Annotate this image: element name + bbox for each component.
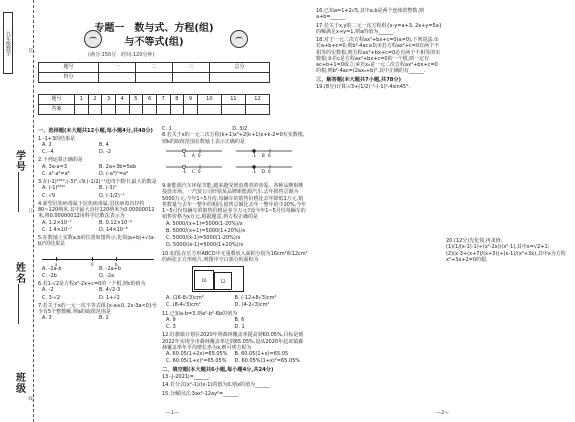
q5-number-line: a 0 b: [42, 250, 154, 260]
page-1: [38, 8, 310, 418]
q8-endpoint: [183, 149, 186, 152]
score-cell[interactable]: [209, 73, 269, 83]
student-id-line: [18, 172, 19, 212]
q10-rectangle-figure: [192, 266, 244, 292]
q8-tick-label: 0: [198, 152, 201, 158]
q7b-option-0[interactable]: C. 1: [162, 126, 172, 132]
answer-cell[interactable]: [115, 105, 129, 115]
q6-option-2[interactable]: C. 3-√2: [42, 294, 61, 301]
score-row-label: 得分: [39, 73, 99, 83]
q12-option-2[interactable]: C. 60.05(1+x)²=65.05%: [166, 358, 227, 365]
answer-cell[interactable]: [221, 105, 245, 115]
answer-cell[interactable]: [170, 105, 184, 115]
cut-mark-1: 装: [27, 48, 33, 53]
q6-option-3[interactable]: D. 1+√2: [99, 294, 120, 301]
question-11: 11.已知a-b=3,则a²-b²-6b的值为 A. 9 B. 6 C. 3 D. 1: [162, 311, 308, 331]
answer-head-cell: 5: [129, 95, 143, 105]
question-8: 8.若关于x的一元二次方程(k+1)x²+2(k+1)x+k-2=0有实数根,则k的取值范围在数轴上表示正确的是 -1 0 A -1 0 B -1 0 C -1 0 D: [162, 132, 308, 181]
q12-option-3[interactable]: D. 60.05%(1+x)²=65.05%: [234, 358, 301, 365]
q9-option-1[interactable]: B. 5000/(x+1)=5000(1+20%)/x: [166, 227, 246, 234]
q8-number-lines: [162, 145, 302, 179]
section-1-heading: 一、选择题(本大题共12小题,每小题4分,共48分): [38, 128, 153, 134]
q3-option-0[interactable]: A. (-1)²⁰²⁰: [42, 185, 66, 192]
score-table: [38, 62, 270, 83]
page-title: [74, 22, 234, 49]
answer-head-cell: 2: [88, 95, 102, 105]
answer-head-cell: 6: [143, 95, 157, 105]
answer-cell[interactable]: [184, 105, 198, 115]
section-3-heading: 三、解答题(本大题共7小题,共78分): [316, 76, 401, 83]
cut-mark-2: 订: [27, 208, 33, 213]
question-20-part-1: (1)(1/(x-1)-1)÷(x²-2x)/(x²-1),其中x=√2+1;: [446, 244, 550, 251]
question-14[interactable]: 14.若分式(x²-1)/(x-1)的值为0,则x的值为______.: [162, 382, 272, 389]
question-1: 1.-1+3的结果是 A. 2 B. 4 C. -4 D. -2: [38, 136, 158, 156]
question-19[interactable]: 19.(8分)计算:√3+(1/2)⁻¹-(-1)⁰-4sin45°.: [316, 84, 411, 90]
score-cell[interactable]: [172, 73, 209, 83]
q9-option-0[interactable]: A. 5000/(x+1)=5000(1-20%)/x: [166, 220, 243, 227]
q7b-option-1[interactable]: D. 3/2: [232, 126, 248, 132]
score-head: 三: [172, 63, 209, 73]
q4-option-3[interactable]: D. 14×10⁻⁸: [99, 226, 128, 233]
student-id-label: 学号: [13, 150, 25, 172]
question-20[interactable]: 20.(12分)先化简,再求值: (1)(1/(x-1)-1)÷(x²-2x)/(x²-1),其中x=√2+1; (2)(x-3+(x+7)/(x+3))÷(x-1)/(x²+3x),其中x为方程x²+3x+2=0的根.: [446, 238, 570, 263]
score-cell[interactable]: [136, 73, 173, 83]
score-head: 总分: [209, 63, 269, 73]
question-9: 9.新能源汽车环保节能,越来越受到消费者的喜爱。各种品牌相继投放市场。一汽贸公司经销某品牌新能源汽车,去年销售总额为5000万元,今年1~5月份,每辆车的销售价格比去年降低1万元,销售数量与去年一整年的相同,销售总额比去年一整年的少20%,今年1~5月份每辆车的销售价格是多少万元?设今年1~5月份每辆车的销售价格为x万元,根据题意,列方程正确的是 A. 5000/(x+1)=5000(1-20%)/x B. 5000/(x+1)=5000(1+20%)/x C. 5000/(x-1)=5000(1-20%)/x D. 5000/(x-1)=5000(1+20%)/x: [162, 183, 307, 249]
question-17[interactable]: 17.若关于x,y的二元一次方程组{x-y=a+3, 2x+y=5a}的解满足x+y=1,则a的值为______.: [316, 22, 442, 35]
score-cell[interactable]: [99, 73, 136, 83]
question-6: 6.若1-√2是方程x²-2x+c=0的一个根,则c的值为 A. -2 B. 4√2-3 C. 3-√2 D. 1+√2: [38, 281, 158, 301]
answer-head-cell: 1: [74, 95, 88, 105]
q10-option-0[interactable]: A. (16-8√3)cm²: [166, 295, 204, 301]
question-3: 3.在(-1)²⁰²⁰,(-3)⁰,√9,(-1/2)⁻¹这四个数中,最大的数是 A. (-1)²⁰²⁰ B. (-3)⁰ C. √9 D. (-1/2)⁻¹: [38, 179, 157, 199]
q8-tick-label: -1: [182, 168, 186, 174]
q1-option-3[interactable]: D. -2: [99, 149, 112, 155]
answer-head-cell: 3: [102, 95, 116, 105]
answer-cell[interactable]: [197, 105, 221, 115]
q5-option-2[interactable]: C. -2b: [42, 272, 57, 279]
answer-cell[interactable]: [245, 105, 269, 115]
question-4: 4.新型冠状病毒属于冠状病毒属,冠状病毒直径约80~120纳米,其中最大直径120纳米为0.00000012米,将0.00000012用科学记数法表示为 A. 1.2×10⁻⁷ B. 0.12×10⁻⁶ C. 1.4×10⁻⁷ D. 14×10⁻⁸: [38, 200, 155, 233]
answer-head-cell: 10: [197, 95, 221, 105]
title-line-2: 与不等式(组): [124, 36, 184, 48]
question-7: 7.若关于x的一元一次不等式组{x-a≥0, 2x-3a<0}至少有5个整数解,则a的取值范围是 A. 3 B. 2: [38, 302, 158, 322]
question-10: 10.如图,在长方形ABCD中无重叠放入面积分别为16cm²和12cm²的两张正方形纸片,则图中空白部分的面积为 16 12 A. (16-8√3)cm² B. (-12+8√3)cm² C. (8-4√3)cm² D. (4-2√3)cm²: [162, 250, 308, 309]
cut-mark-3: 线: [27, 396, 33, 401]
q8-option-label-B: B: [262, 152, 265, 158]
score-head: 二: [136, 63, 173, 73]
q8-tick-label: -1: [252, 168, 256, 174]
answer-head-cell: 4: [115, 95, 129, 105]
q2-option-3[interactable]: D. (-a³)²=a⁶: [99, 170, 129, 177]
q8-tick-label: -1: [252, 152, 256, 158]
q12-option-1[interactable]: B. 60.05(1+x)=65.05: [234, 351, 289, 357]
name-line: [18, 284, 19, 324]
q4-option-1[interactable]: B. 0.12×10⁻⁶: [99, 219, 132, 226]
page-2: [316, 8, 570, 418]
answer-head-cell: 11: [221, 95, 245, 105]
q11-option-2[interactable]: C. 3: [166, 324, 176, 330]
answer-cell[interactable]: [102, 105, 116, 115]
q2-option-2[interactable]: C. a²·a³=a⁶: [42, 170, 70, 177]
q5-option-0[interactable]: A. -2a-b: [42, 265, 62, 272]
q2-option-1[interactable]: B. 2a+3b=5ab: [99, 163, 137, 170]
answer-cell[interactable]: [156, 105, 170, 115]
q3-option-2[interactable]: C. √9: [42, 192, 56, 199]
score-head: 一: [99, 63, 136, 73]
answer-head-cell: 题号: [39, 95, 75, 105]
answer-cell[interactable]: [74, 105, 88, 115]
q8-tick-label: 0: [198, 168, 201, 174]
answer-cell[interactable]: [88, 105, 102, 115]
answer-head-cell: 8: [170, 95, 184, 105]
q10-square-16: 16: [194, 270, 214, 290]
q9-option-3[interactable]: D. 5000/(x-1)=5000(1+20%)/x: [166, 242, 244, 249]
q8-tick-label: -1: [182, 152, 186, 158]
q8-tick-label: 0: [268, 152, 271, 158]
q8-option-label-C: C: [192, 168, 195, 174]
page-2-right-column: [446, 238, 570, 265]
q5-option-3[interactable]: D. -2a: [99, 272, 115, 279]
q10-square-12: 12: [214, 272, 232, 290]
q4-option-2[interactable]: C. 1.4×10⁻⁷: [42, 226, 72, 233]
q10-option-2[interactable]: C. (8-4√3)cm²: [166, 302, 201, 309]
q8-option-label-D: D: [262, 168, 266, 174]
title-line-1: 专题一 数与式、方程(组): [94, 23, 214, 34]
page-1-left-column: [38, 126, 158, 324]
answer-head-cell: 9: [184, 95, 198, 105]
binding-strip: [0, 0, 34, 422]
q6-option-0[interactable]: A. -2: [42, 287, 54, 294]
answer-table: [38, 94, 270, 115]
q7-option-1[interactable]: B. 2: [99, 315, 109, 322]
q8-option-label-A: A: [192, 152, 195, 158]
question-16[interactable]: 16.已知a=1+2√5,其中a,b是两个连续的整数,则a+b=______.: [316, 8, 425, 21]
answer-cell[interactable]: [129, 105, 143, 115]
answer-cell[interactable]: [143, 105, 157, 115]
question-12: 12.红旗镇计划在2020年将森林覆盖率提高到60.05%,目标是到2022年实现全市森林覆盖率达到65.05%,设从2020年起该镇森林覆盖率年平均增长率为x,则可列方程为 A. 60.05(1+2x)=65.05% B. 60.05(1+x)=65.05 C. 60.05(1+x)²=65.05% D. 60.05%(1+x)²=65.05%: [162, 332, 304, 365]
answer-row-label: 答案: [39, 105, 75, 115]
q8-endpoint: [253, 149, 256, 152]
answer-head-cell: 12: [245, 95, 269, 105]
answer-head-cell: 7: [156, 95, 170, 105]
q1-option-2[interactable]: C. -4: [42, 149, 54, 155]
q3-option-1[interactable]: B. (-3)⁰: [99, 185, 117, 192]
name-label: 姓名: [13, 262, 25, 284]
q8-tick-label: 0: [268, 168, 271, 174]
question-2: 2.下列运算正确的是 A. 3a-a=3 B. 2a+3b=5ab C. a²·a³=a⁶ D. (-a³)²=a⁶: [38, 157, 158, 177]
question-15[interactable]: 15.分解因式:3ax²-12ay²=______.: [162, 390, 240, 397]
score-head: 题号: [39, 63, 99, 73]
q5-option-1[interactable]: B. -2a+b: [99, 265, 122, 272]
right-mascot-icon: [230, 30, 248, 48]
section-2-heading: 二、填空题(本大题共6小题,每小题4分,共24分): [162, 366, 274, 373]
q9-option-2[interactable]: C. 5000/(x-1)=5000(1-20%)/x: [166, 235, 241, 241]
q8-endpoint: [253, 165, 256, 168]
question-20-part-2: (2)(x-3+(x+7)/(x+3))÷(x-1)/(x²+3x),其中x为方程x²+3x+2=0的根.: [446, 250, 566, 263]
page-2-left-column: [316, 8, 442, 92]
class-label: 班级: [13, 372, 25, 394]
q11-option-3[interactable]: D. 1: [234, 324, 245, 330]
q12-option-0[interactable]: A. 60.05(1+2x)=65.05%: [166, 351, 228, 357]
question-5: 5.在数轴上实数a,b的位置如图所示,化简|a+b|+√(a-b)²的结果是 a 0 b A. -2a-b B. -2a+b C. -2b D. -2a: [38, 235, 156, 279]
page-number-1: —1—: [166, 409, 180, 416]
question-18[interactable]: 18.对于一元二次方程ax²+bx+c=0(a≠0),下列说法:①若a+b+c=0,则b²-4ac≥0;②若方程ax²+c=0有两个不相等的实数根,则方程ax²+bx+c=0必有两个不相等的实数根;③若c是方程ax²+bx+c=0的一个根,则一定有ac+b+1=0成立;④若x₀是一元二次方程ax²+bx+c=0的根,则b²-4ac=(2ax₀+b)².其中正确的有______.: [316, 37, 441, 75]
q11-option-1[interactable]: B. 6: [234, 316, 245, 323]
q1-option-1[interactable]: B. 4: [99, 141, 109, 148]
exam-meta: (满分:150分 时间:120分钟): [88, 52, 155, 58]
q3-option-3[interactable]: D. (-1/2)⁻¹: [99, 192, 125, 199]
q1-option-0[interactable]: A. 2: [42, 141, 52, 148]
q10-option-1[interactable]: B. (-12+8√3)cm²: [234, 295, 277, 301]
q6-option-1[interactable]: B. 4√2-3: [99, 287, 121, 294]
q2-option-0[interactable]: A. 3a-a=3: [42, 163, 67, 170]
q10-option-3[interactable]: D. (4-2√3)cm²: [234, 302, 270, 309]
question-13[interactable]: 13.-|-2021|=______.: [162, 374, 211, 380]
grade-tab: 九年级数学: [3, 12, 13, 74]
page-1-right-column: [162, 126, 308, 399]
q11-option-0[interactable]: A. 9: [166, 316, 176, 323]
q8-endpoint: [183, 165, 186, 168]
page-number-2: —2—: [436, 409, 450, 416]
q4-option-0[interactable]: A. 1.2×10⁻⁷: [42, 219, 72, 226]
q7-option-0[interactable]: A. 3: [42, 315, 52, 322]
